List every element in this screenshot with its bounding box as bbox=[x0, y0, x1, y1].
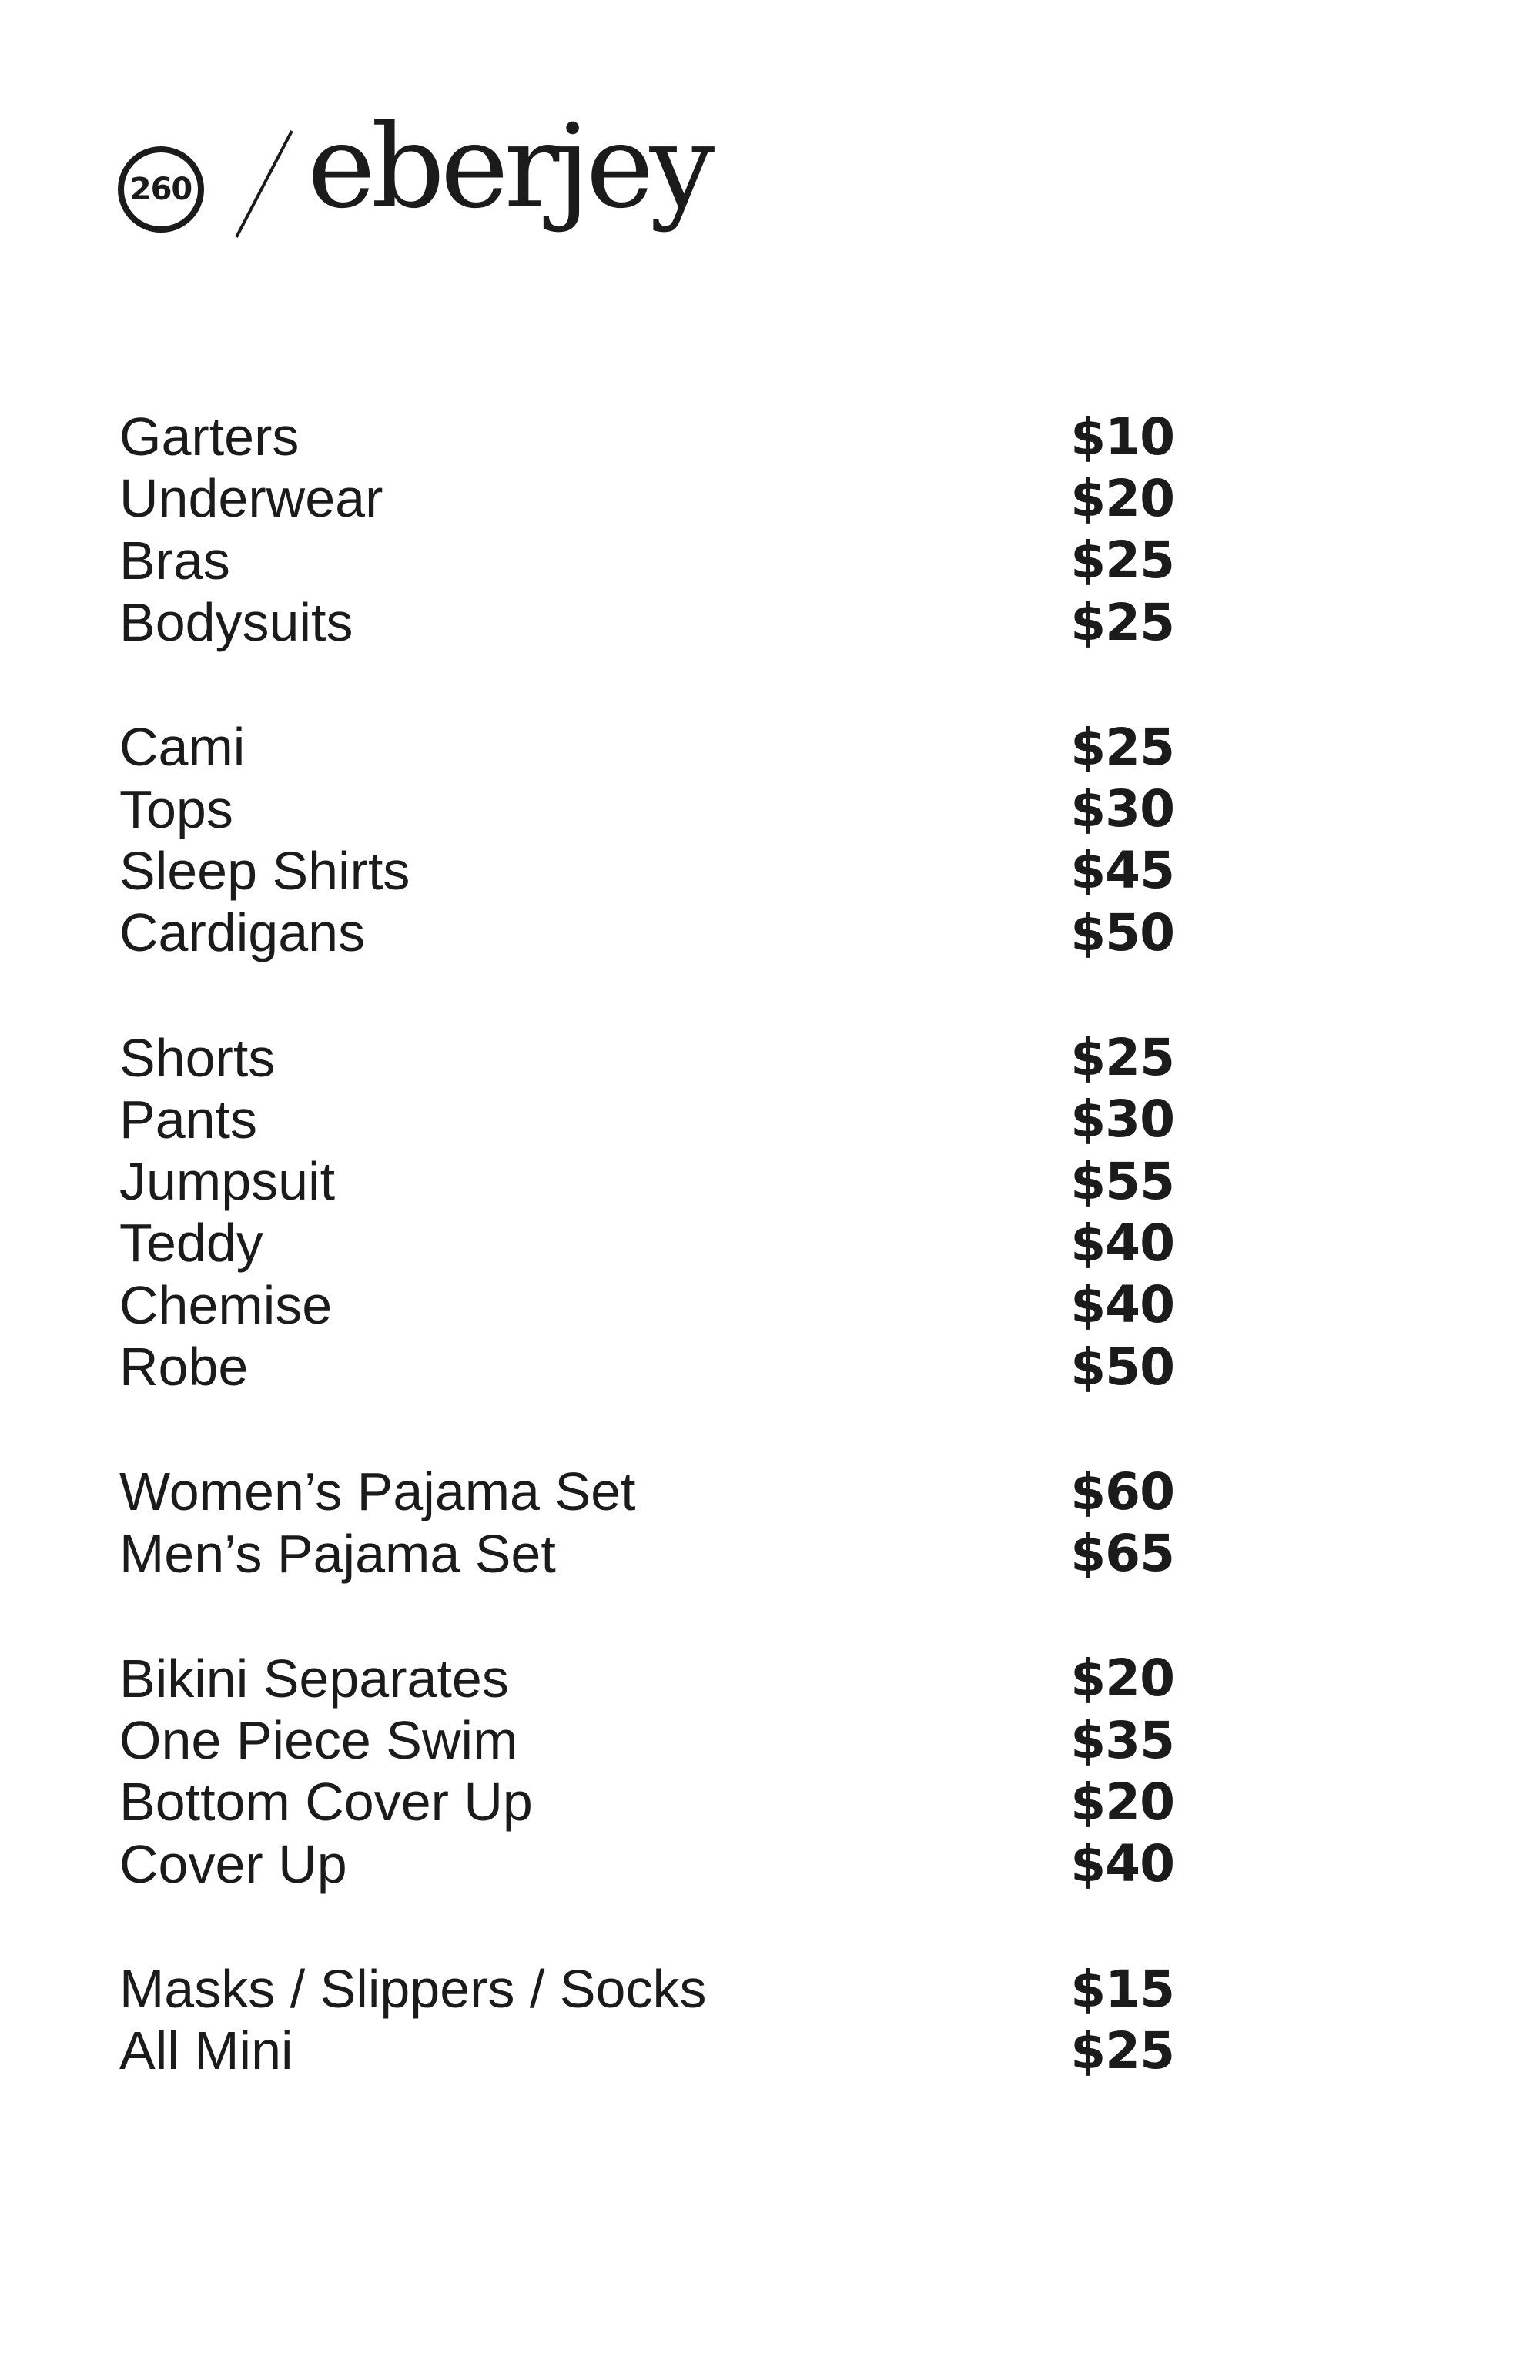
item-price: $45 bbox=[1070, 841, 1174, 901]
price-row bbox=[119, 1833, 1174, 1895]
price-row bbox=[119, 1958, 1174, 2020]
item-name: Teddy bbox=[119, 1213, 263, 1274]
price-row bbox=[119, 1212, 1174, 1274]
price-section bbox=[119, 716, 1174, 963]
price-row bbox=[119, 1461, 1174, 1522]
item-price: $50 bbox=[1070, 1337, 1174, 1397]
item-price: $25 bbox=[1070, 592, 1174, 652]
price-section bbox=[119, 1648, 1174, 1895]
price-row bbox=[119, 1709, 1174, 1771]
item-price: $50 bbox=[1070, 902, 1174, 962]
item-price: $25 bbox=[1070, 2020, 1174, 2080]
item-name: One Piece Swim bbox=[119, 1710, 518, 1771]
item-name: Cardigans bbox=[119, 902, 366, 963]
store-number-text: 260 bbox=[129, 172, 192, 207]
item-name: Chemise bbox=[119, 1274, 333, 1335]
item-price: $40 bbox=[1070, 1275, 1174, 1335]
item-name: Tops bbox=[119, 778, 233, 839]
item-name: Men’s Pajama Set bbox=[119, 1523, 556, 1584]
item-name: Bottom Cover Up bbox=[119, 1772, 533, 1833]
price-row bbox=[119, 1150, 1174, 1212]
item-price: $25 bbox=[1070, 717, 1174, 777]
item-price: $15 bbox=[1070, 1959, 1174, 2019]
item-name: Shorts bbox=[119, 1027, 276, 1088]
price-row bbox=[119, 2020, 1174, 2081]
item-name: All Mini bbox=[119, 2020, 293, 2081]
store-number-badge bbox=[118, 146, 204, 233]
item-name: Bikini Separates bbox=[119, 1648, 509, 1709]
item-name: Underwear bbox=[119, 468, 383, 529]
item-name: Pants bbox=[119, 1089, 257, 1150]
item-price: $20 bbox=[1070, 1772, 1174, 1832]
price-section bbox=[119, 1026, 1174, 1398]
item-price: $60 bbox=[1070, 1461, 1174, 1521]
price-row bbox=[119, 778, 1174, 839]
item-name: Cami bbox=[119, 717, 246, 778]
price-row bbox=[119, 1026, 1174, 1088]
item-price: $25 bbox=[1070, 1028, 1174, 1088]
price-row bbox=[119, 1522, 1174, 1584]
item-price: $20 bbox=[1070, 468, 1174, 528]
item-name: Robe bbox=[119, 1337, 249, 1397]
price-row bbox=[119, 1648, 1174, 1709]
price-row bbox=[119, 1089, 1174, 1150]
item-price: $35 bbox=[1070, 1710, 1174, 1770]
price-row bbox=[119, 530, 1174, 591]
item-price: $55 bbox=[1070, 1151, 1174, 1211]
price-row bbox=[119, 591, 1174, 653]
item-price: $20 bbox=[1070, 1649, 1174, 1709]
item-price: $25 bbox=[1070, 531, 1174, 591]
item-name: Jumpsuit bbox=[119, 1151, 336, 1212]
item-price: $65 bbox=[1070, 1524, 1174, 1584]
price-section bbox=[119, 1958, 1174, 2082]
price-row bbox=[119, 406, 1174, 467]
slash-divider bbox=[226, 123, 303, 246]
header bbox=[118, 100, 711, 246]
item-name: Sleep Shirts bbox=[119, 840, 410, 901]
item-price: $10 bbox=[1070, 407, 1174, 467]
item-name: Bras bbox=[119, 530, 230, 591]
item-name: Cover Up bbox=[119, 1833, 347, 1894]
price-row bbox=[119, 1336, 1174, 1398]
brand-logo-text: eberjey bbox=[307, 100, 711, 234]
item-price: $30 bbox=[1070, 1090, 1174, 1150]
item-price: $40 bbox=[1070, 1213, 1174, 1273]
item-price: $30 bbox=[1070, 779, 1174, 839]
item-name: Women’s Pajama Set bbox=[119, 1461, 636, 1522]
item-name: Garters bbox=[119, 407, 300, 467]
price-section bbox=[119, 406, 1174, 653]
item-name: Masks / Slippers / Socks bbox=[119, 1959, 707, 2020]
price-section bbox=[119, 1461, 1174, 1585]
price-list bbox=[119, 406, 1174, 2145]
price-row bbox=[119, 1274, 1174, 1336]
price-row bbox=[119, 902, 1174, 963]
price-row bbox=[119, 716, 1174, 778]
item-name: Bodysuits bbox=[119, 592, 353, 653]
price-row bbox=[119, 840, 1174, 902]
price-row bbox=[119, 1771, 1174, 1833]
price-row bbox=[119, 467, 1174, 529]
item-price: $40 bbox=[1070, 1834, 1174, 1894]
